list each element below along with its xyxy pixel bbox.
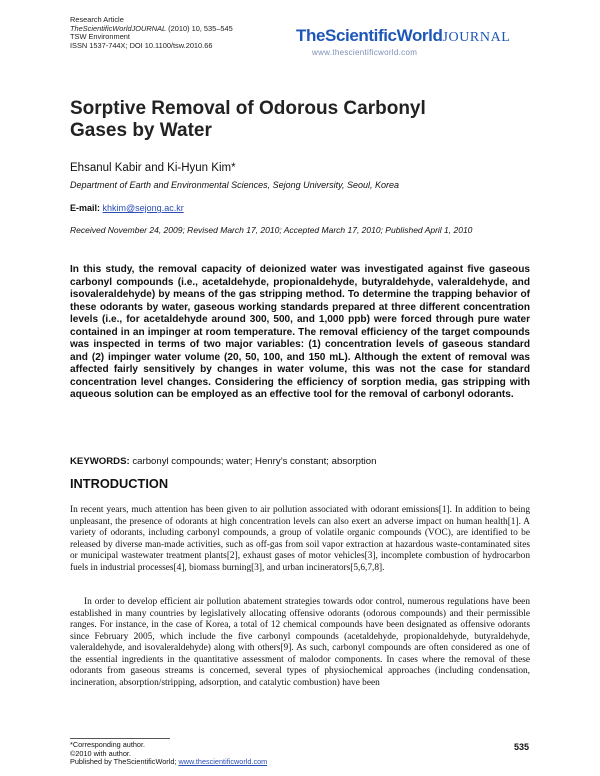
- publisher-url[interactable]: www.thescientificworld.com: [178, 757, 268, 767]
- journal-logo-name: TheScientificWorld: [296, 26, 443, 45]
- journal-logo: [296, 26, 510, 46]
- footnote-rule: [70, 738, 170, 739]
- email-line: [70, 203, 184, 213]
- publication-dates: Received November 24, 2009; Revised March 17, 2010; Accepted March 17, 2010; Published April 1, 2010: [70, 225, 473, 235]
- email-label: E-mail:: [70, 203, 101, 213]
- keywords-label: KEYWORDS:: [70, 456, 130, 467]
- citation-details: (2010) 10, 535–545: [168, 23, 233, 33]
- page-number: 535: [513, 742, 529, 752]
- publisher-line: [70, 758, 267, 767]
- intro-paragraph-1: In recent years, much attention has been given to air pollution associated with odorant emissions[1]. In addition to being unpleasant, the presence of odorants at high concentration levels can also exert an adverse impact on human health[1]. A variety of odorants, including carbonyl compounds, a group of volatile organic compounds (VOC), are identified to be released by diverse man-made activities, such as off-gas from soil vapor extraction at hazardous waste-contaminated sites or municipal wastewater treatment plants[2], exhaust gases of motor vehicles[3], incomplete combustion of hydrocarbon fuels in industrial processes[4], biomass burning[3], and urban incinerators[5,6,7,8].: [70, 505, 530, 573]
- email-link[interactable]: khkim@sejong.ac.kr: [102, 203, 184, 213]
- citation-journal: TheScientificWorldJOURNAL: [70, 23, 167, 33]
- paper-authors: Ehsanul Kabir and Ki-Hyun Kim*: [70, 162, 236, 174]
- footnote: [70, 741, 267, 767]
- intro-paragraph-2: In order to develop efficient air pollution abatement strategies towards odor control, numerous regulations have been established in many countries by legislatively allocating offensive odorants (odorous compounds) and their permissible ranges. For instance, in the case of Korea, a total of 12 chemical compounds have been designated as offensive odorants since February 2005, which include the five carbonyl compounds (acetaldehyde, propionaldehyde, butyraldehyde, valeraldehyde, and isovaleraldehyde) along with others[9]. As such, carbonyl compounds are often considered as one of the essential ingredients in the quantitative assessment of malodor components. In cases where the removal of these odorants from gaseous streams is concerned, several types of physiochemical approaches (including condensation, incineration, absorption/stripping, adsorption, and catalytic combustion) have been: [70, 597, 530, 688]
- issn-doi: ISSN 1537-744X; DOI 10.1100/tsw.2010.66: [70, 40, 213, 50]
- keywords-list: carbonyl compounds; water; Henry’s constant; absorption: [132, 456, 377, 467]
- keywords: [70, 456, 376, 467]
- paper-title: Sorptive Removal of Odorous Carbonyl Gases by Water: [70, 98, 426, 141]
- journal-header: [70, 16, 233, 50]
- journal-logo-suffix: JOURNAL: [442, 30, 511, 45]
- copyright-note: ©2010 with author.: [70, 748, 131, 758]
- corresponding-note: *Corresponding author.: [70, 740, 146, 749]
- author-affiliation: Department of Earth and Environmental Sciences, Sejong University, Seoul, Korea: [70, 180, 400, 190]
- section-heading: INTRODUCTION: [70, 476, 169, 491]
- journal-logo-url[interactable]: www.thescientificworld.com: [312, 48, 418, 57]
- journal-section: TSW Environment: [70, 32, 130, 42]
- publisher-text: Published by TheScientificWorld;: [70, 757, 177, 767]
- article-type: Research Article: [70, 15, 124, 24]
- abstract: In this study, the removal capacity of deionized water was investigated against five gaseous carbonyl compounds (i.e., acetaldehyde, propionaldehyde, butyraldehyde, valeraldehyde, and isovaleraldehyde) by means of the gas stripping method. To determine the trapping behavior of these odorants by water, gaseous working standards prepared at three different concentration levels (i.e., for acetaldehyde around 300, 500, and 1,000 ppb) were forced through pure water contained in an impinger at room temperature. The removal efficiency of the target compounds was inspected in terms of two major variables: (1) concentration levels of gaseous standard and (2) impinger water volume (20, 50, 100, and 150 mL). Although the extent of removal was affected fairly sensitively by changes in water volume, this was not the case for standard concentration level changes. Considering the efficiency of sorption media, gas stripping with aqueous solution can be employed as an effective tool for the removal of carbonyl odorants.: [70, 264, 530, 401]
